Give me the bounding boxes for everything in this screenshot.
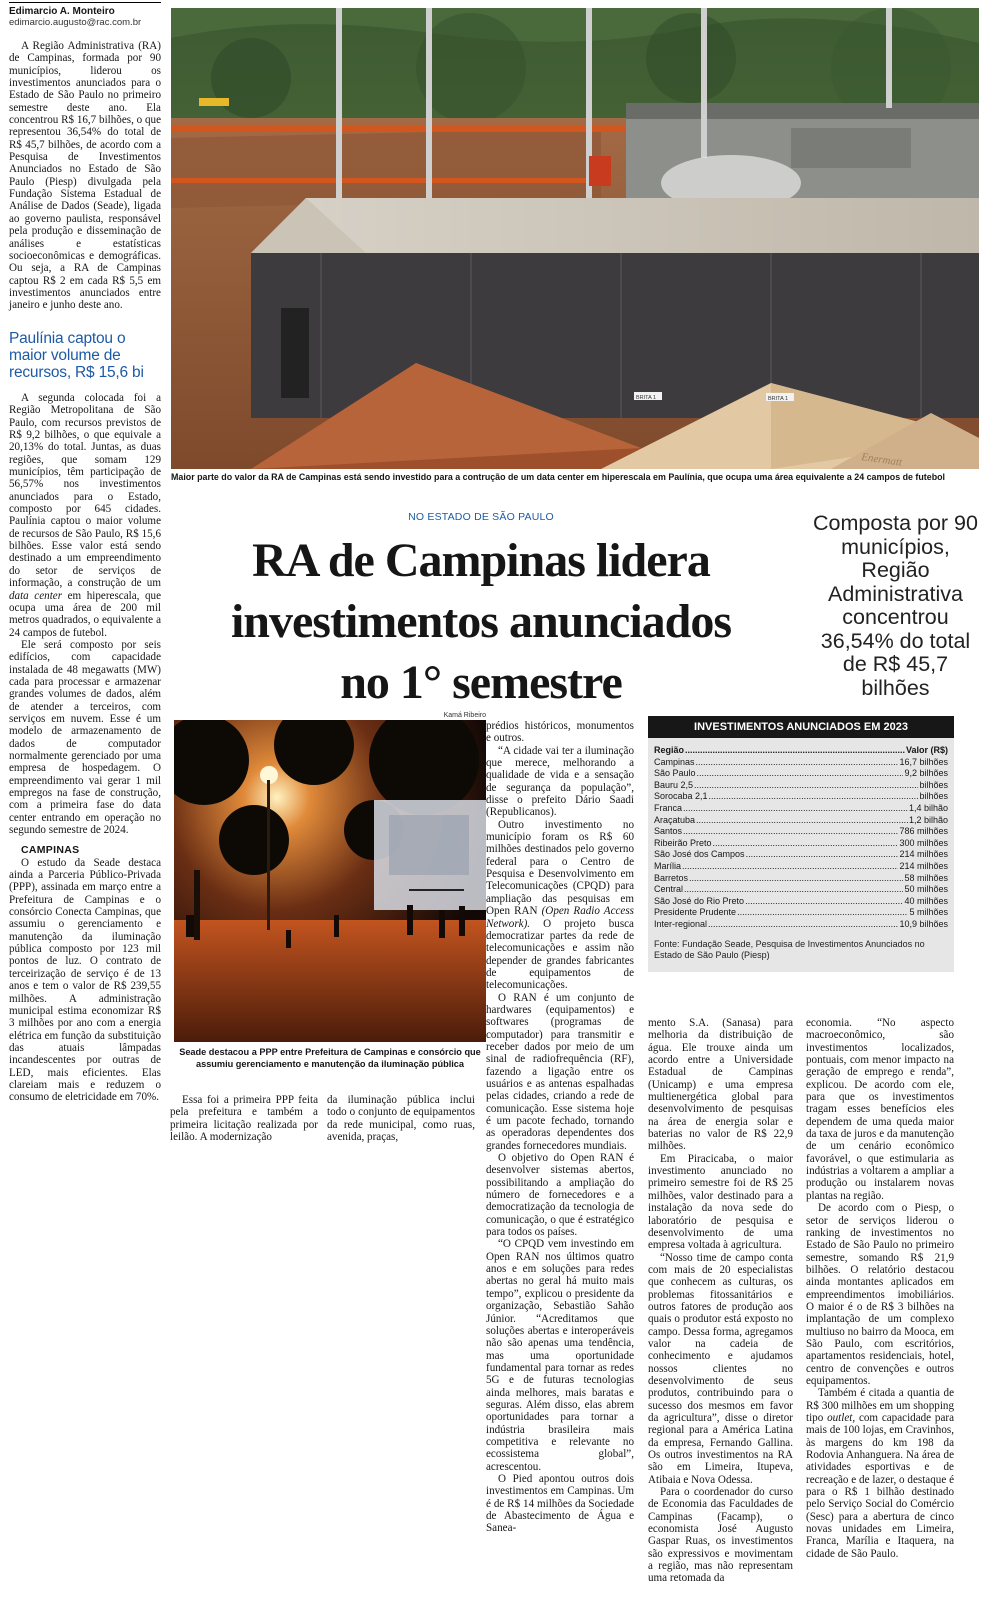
region-cell: Sorocaba 2,1: [654, 791, 708, 802]
table-row: [654, 826, 948, 838]
value-cell: 5 milhões: [909, 907, 948, 918]
tag-label: BRITA 1: [768, 396, 789, 402]
construction-scene-image: [171, 8, 979, 469]
author-email[interactable]: edimarcio.augusto@rac.com.br: [9, 17, 142, 28]
column-header-region: Região: [654, 745, 685, 755]
left-column-2: [9, 392, 161, 1104]
value-cell: 50 milhões: [904, 884, 948, 895]
table-row: [654, 919, 948, 931]
right-column-b: [806, 1017, 954, 1560]
region-cell: São Paulo: [654, 768, 696, 779]
table-row: [654, 896, 948, 908]
paragraph: O RAN é um conjunto de hardwares (equipamentos) e softwares (programas de computador) para transmitir e receber dados por meio de um sinal de radiofrequência (RF), fazendo a ligação entre os usuários e as antenas espalhadas pelas cidades, criando a rede de comunicação. Esse sistema hoje é um pacote fechado, tornando as operadoras dependentes dos grandes fornecedores mundiais.: [486, 991, 634, 1152]
below-photo-col-1: [170, 1094, 318, 1143]
photo-credit: Kamá Ribeiro: [443, 712, 486, 719]
paragraph: prédios históricos, monumentos e outros.: [486, 720, 634, 745]
region-cell: Franca: [654, 802, 683, 813]
region-cell: Barretos: [654, 872, 689, 883]
paragraph: Essa foi a primeira PPP feita pela prefeitura e também a primeira licitação realizada por leilão. A modernização: [170, 1094, 318, 1144]
value-cell: 1,4 bilhão: [908, 802, 948, 813]
table-row: [654, 791, 948, 803]
paragraph: mento S.A. (Sanasa) para melhoria da distribuição de água. Ele trouxe ainda um acordo entre a Universidade Estadual de Campinas (Unicamp) e uma empresa multienergética global para desenvolvimento de pesquisas na área de energia solar e baterias no valor de R$ 22,9 milhões.: [648, 1017, 793, 1153]
table-row: [654, 907, 948, 919]
tag-label: BRITA 1: [636, 395, 657, 401]
paragraph: economia. “No aspecto macroeconômico, são investimentos localizados, pontuais, com menor impacto na geração de emprego e renda”, explicou. De acordo com ele, para que os investimentos tragam esses benefícios eles dependem de uma queda maior da taxa de juros e da manutenção de um cenário econômico favorável, o que estimularia as indústrias a voltarem a ampliar a produção ou instalarem novas plantas na região.: [806, 1017, 954, 1202]
value-cell: 58 milhões: [904, 872, 948, 883]
table-row: [654, 780, 948, 792]
region-cell: Inter-regional: [654, 918, 708, 929]
paragraph: A segunda colocada foi a Região Metropolitana de São Paulo, com recursos previstos de R$ 9,2 bilhões, o que equivale a 20,13% do total. Juntas, as duas regiões, que somam 129 municípios, têm participação de 56,57% nos investimentos anunciados para o Estado, composto por 645 cidades. Paulínia captou o maior volume de recursos de São Paulo, R$ 15,6 bilhões. Esse valor está sendo destinado a um empreendimento do setor de serviços de informação, a construção de um data center em hiperescala, que ocupa uma área de 200 mil metros quadrados, o equivalente a 24 campos de futebol.: [9, 392, 161, 639]
value-cell: 10,9 bilhões: [899, 918, 948, 929]
table-row: [654, 838, 948, 850]
photo-caption: Maior parte do valor da RA de Campinas está sendo investido para a contrução de um data center em hiperescala em Paulínia, que ocupa uma área equivalente a 24 campos de futebol: [171, 472, 946, 482]
region-cell: Presidente Prudente: [654, 907, 737, 918]
right-column-a: [648, 1017, 793, 1585]
value-cell: 40 milhões: [904, 895, 948, 906]
region-cell: Ribeirão Preto: [654, 837, 712, 848]
author-name: Edimarcio A. Monteiro: [9, 6, 115, 17]
paragraph: Também é citada a quantia de R$ 300 milhões em um shopping tipo outlet, com capacidade para mais de 100 lojas, em Cravinhos, às margens do km 198 da Rodovia Anhanguera. Na área de atividades esportivas e de recreação e de lazer, o destaque é para o R$ 1 bilhão destinado pelo Serviço Social do Comércio (Sesc) para a abertura de cinco novas unidades em Limeira, Franca, Marília e Itaquera, na cidade de São Paulo.: [806, 1387, 954, 1560]
paragraph: Ele será composto por seis edifícios, com capacidade instalada de 48 megawatts (MW) cada para processar e armazenar grandes volumes de dados, além de atender a terceiros, com serviços em nuvem. Esse é um modelo de armazenamento de dados de computador normalmente gerenciado por uma empresa de hospedagem. O empreendimento vai gerar 1 mil empregos na fase de construção, com a primeira fase do data center entrando em operação no segundo semestre de 2024.: [9, 638, 161, 837]
paragraph: “O CPQD vem investindo em Open RAN nos últimos quatro anos e em soluções para redes abertas no geral há muito mais tempo”, explicou o presidente da organização, Sebastião Sahão Júnior. “Acreditamos que soluções abertas e interoperáveis não são apenas uma tendência, mas uma oportunidade fundamental para tornar as redes 5G e de futuras tecnologias ainda melhores, mais baratas e seguras. Além disso, elas abrem oportunidades para tornar a indústria brasileira mais competitiva e relevante no ecossistema global”, acrescentou.: [486, 1238, 634, 1473]
value-cell: 1,2 bilhão: [908, 814, 948, 825]
region-cell: Marília: [654, 860, 682, 871]
left-column: [9, 40, 161, 312]
investments-table: [648, 716, 954, 972]
value-cell: 786 milhões: [899, 826, 948, 837]
table-row: [654, 884, 948, 896]
value-cell: 214 milhões: [899, 860, 948, 871]
column-header-value: Valor (R$): [905, 745, 948, 755]
plaza-night-photo: [174, 720, 486, 1042]
table-header-row: [654, 745, 948, 757]
paragraph: A Região Administrativa (RA) de Campinas, formada por 90 municípios, liderou os investimentos anunciados para o Estado de São Paulo no primeiro semestre deste ano. Ela concentrou R$ 16,7 bilhões, o que representou 36,54% do total de R$ 45,7 bilhões, de acordo com a Pesquisa de Investimentos Anunciados no Estado de São Paulo (Piesp) divulgada pela Fundação Sistema Estadual de Análise de Dados (Seade), ligada ao governo paulista, responsável pela produção e disseminação de análises e estatísticas socioeconômicas e demográficas. Ou seja, a RA de Campinas captou R$ 2 em cada R$ 5,5 em investimentos anunciados entre janeiro e junho deste ano.: [9, 40, 161, 312]
below-photo-col-2: [327, 1094, 475, 1143]
value-cell: 9,2 bilhões: [904, 768, 948, 779]
kicker: NO ESTADO DE SÃO PAULO: [408, 511, 554, 523]
paragraph: Outro investimento no município foram os R$ 60 milhões destinados pelo governo federal para o Centro de Pesquisa e Desenvolvimento em Telecomunicações (CPQD) para ampliação das pesquisas em Open RAN (Open Radio Access Network). O projeto busca democratizar partes da rede de telecomunicações e assim não depender de grandes fabricantes de equipamentos de telecomunicações.: [486, 818, 634, 992]
table-body: [648, 738, 954, 972]
paragraph: O estudo da Seade destaca ainda a Parceria Público-Privada (PPP), assinada em março entre a Prefeitura de Campinas e o consórcio Conecta Campinas, que assumiu o gerenciamento e manutenção da iluminação pública composto por 123 mil pontos de luz. O contrato de terceirização de serviço é de 13 anos e tem o valor de R$ 239,55 milhões. A administração municipal estima economizar R$ 3 milhões por ano com a energia elétrica em função da substituição das atuais lâmpadas incandescentes por outras de LED, mais eficientes. Elas clareiam mais e reduzem o consumo de eletricidade em 70%.: [9, 856, 161, 1104]
headline: [171, 530, 791, 713]
region-cell: Bauru 2,5: [654, 779, 694, 790]
table-row: [654, 803, 948, 815]
paragraph: “A cidade vai ter a iluminação que merece, melhorando a qualidade de vida e a sensação de segurança da população”, disse o prefeito Dário Saadi (Republicanos).: [486, 744, 634, 819]
paragraph: Em Piracicaba, o maior investimento anunciado no primeiro semestre foi de R$ 25 milhões, valor destinado para a instalação da nova sede do laboratório de pesquisa e desenvolvimento de uma empresa voltada à agricultura.: [648, 1152, 793, 1252]
headline-line: investimentos anunciados: [230, 595, 732, 648]
section-label: CAMPINAS: [21, 844, 80, 857]
value-cell: bilhões: [919, 791, 948, 802]
table-row: [654, 849, 948, 861]
table-rows: [654, 757, 948, 931]
table-row: [654, 873, 948, 885]
value-cell: bilhões: [919, 779, 948, 790]
region-cell: São José do Rio Preto: [654, 895, 745, 906]
night-plaza-image: [174, 720, 486, 1042]
paragraph: O Pied apontou outros dois investimentos em Campinas. Um é de R$ 14 milhões da Sociedade de Abastecimento de Água e Sanea-: [486, 1472, 634, 1535]
value-cell: 214 milhões: [899, 849, 948, 860]
paragraph: De acordo com o Piesp, o setor de serviços liderou o ranking de investimentos no Estado de São Paulo no primeiro semestre, somando R$ 21,9 bilhões. O relatório destacou ainda montantes aplicados em empreendimentos imobiliários. O maior é o de R$ 3 bilhões na implantação de um complexo multiuso no bairro da Mooca, em São Paulo, com escritórios, apartamentos residenciais, hotel, centro de convenções e outros equipamentos.: [806, 1202, 954, 1387]
value-cell: 16,7 bilhões: [899, 756, 948, 767]
headline-line: no 1° semestre: [340, 656, 622, 709]
table-row: [654, 768, 948, 780]
table-title: INVESTIMENTOS ANUNCIADOS EM 2023: [648, 716, 954, 738]
region-cell: Central: [654, 884, 684, 895]
region-cell: Araçatuba: [654, 814, 696, 825]
paragraph: Para o coordenador do curso de Economia das Faculdades de Campinas (Facamp), o economista José Augusto Gaspar Ruas, os investimentos são expressivos e movimentam a região, mas não representam uma retomada da: [648, 1486, 793, 1585]
table-row: [654, 861, 948, 873]
paragraph: da iluminação pública inclui todo o conjunto de equipamentos da rede municipal, como ruas, avenida, praças,: [327, 1094, 475, 1144]
value-cell: 300 milhões: [899, 837, 948, 848]
paragraph: “Nosso time de campo conta com mais de 20 especialistas que conhecem as culturas, os problemas fitossanitários e outros fatores de produção aos quais o produtor está exposto no campo. Dessa forma, agregamos valor na cadeia de conhecimento e ajudamos nossos clientes no desenvolvimento de seus produtos, contribuindo para o sucesso dos mesmos em favor da agricultura”, disse o diretor regional para a América Latina da empresa, Fernando Gallina. Os outros investimentos na RA são em Limeira, Itupeva, Atibaia e Nova Odessa.: [648, 1251, 793, 1486]
headline-line: RA de Campinas lidera: [252, 534, 710, 587]
table-source: Fonte: Fundação Seade, Pesquisa de Investimentos Anunciados no Estado de São Paulo (Piesp): [654, 938, 925, 960]
canopy-text: Enermatt: [860, 451, 903, 469]
subheadline: Paulínia captou o maior volume de recursos, R$ 15,6 bi: [9, 330, 144, 381]
region-cell: Campinas: [654, 756, 695, 767]
region-cell: Santos: [654, 826, 683, 837]
paragraph: O objetivo do Open RAN é desenvolver sistemas abertos, possibilitando a ampliação do número de fornecedores e a democratização da tecnologia de comunicação, o que é estratégico para todos os países.: [486, 1152, 634, 1239]
region-cell: São José dos Campos: [654, 849, 745, 860]
pull-quote: Composta por 90 municípios, Região Administrativa concentrou 36,54% do total de R$ 45,7 bilhões: [813, 511, 978, 700]
table-row: [654, 757, 948, 769]
datacenter-photo: [171, 8, 979, 469]
table-row: [654, 815, 948, 827]
photo-caption: Seade destacou a PPP entre Prefeitura de Campinas e consórcio que assumiu gerenciamento e manutenção da iluminação pública: [179, 1047, 481, 1069]
middle-column: [486, 720, 634, 1535]
byline: [9, 2, 161, 28]
